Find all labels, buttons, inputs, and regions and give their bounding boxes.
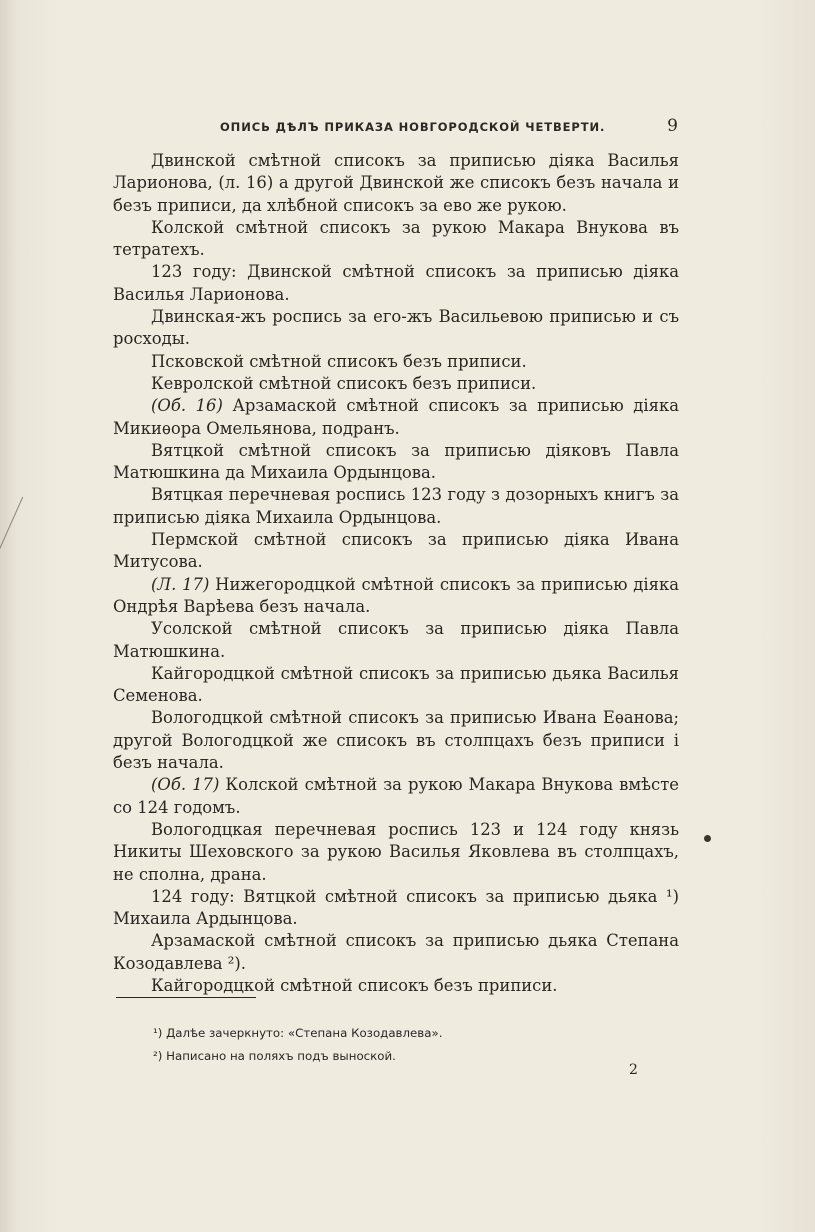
paragraph: (Л. 17) Нижегородцкой смѣтной списокъ за приписью діяка Ондрѣя Варѣева безъ начала.: [113, 574, 679, 616]
folio-reference: (Об. 16): [151, 396, 223, 416]
paragraph: Кевролской смѣтной списокъ безъ приписи.: [151, 373, 537, 393]
folio-reference: (Л. 17): [151, 574, 210, 594]
paragraph: 124 году: Вятцкой смѣтной списокъ за приписью дьяка ¹) Михаила Ардынцова.: [113, 886, 679, 929]
ink-dot: [704, 835, 711, 842]
footnotes: [153, 1022, 653, 1068]
paragraph: Вятцкой смѣтной списокъ за приписью діяковъ Павла Матюшкина да Михаила Ордынцова.: [113, 440, 679, 483]
paragraph: Вятцкая перечневая роспись 123 году з дозорныхъ книгъ за приписью діяка Михаила Ордынцова.: [113, 485, 679, 527]
paragraph: Пермской смѣтной списокъ за приписью діяка Ивана Митусова.: [113, 530, 679, 572]
paragraph: Усолской смѣтной списокъ за приписью діяка Павла Матюшкина.: [113, 619, 679, 661]
paragraph: Колской смѣтной списокъ за рукою Макара Внукова въ тетратехъ.: [113, 217, 679, 260]
paragraph: Кайгородцкой смѣтной списокъ за приписью дьяка Василья Семенова.: [113, 663, 679, 706]
folio-reference: (Об. 17): [151, 775, 220, 795]
paragraph: (Об. 17) Колской смѣтной за рукою Макара Внукова вмѣсте со 124 годомъ.: [113, 775, 679, 817]
footnote-mark: ²): [153, 1049, 163, 1063]
page-header: [200, 116, 690, 138]
paragraph: Арзамаской смѣтной списокъ за приписью дьяка Степана Козодавлева ²).: [113, 931, 679, 973]
paragraph: Кайгородцкой смѣтной списокъ безъ приписи.: [151, 975, 558, 995]
printer-signature: 2: [629, 1062, 638, 1078]
paragraph: (Об. 16) Арзамаской смѣтной списокъ за приписью діяка Микиѳора Омельянова, подранъ.: [113, 396, 679, 438]
paragraph: Вологодцкая перечневая роспись 123 и 124 году князь Никиты Шеховского за рукою Василья Яковлева въ столпцахъ, не сполна, драна.: [113, 819, 679, 884]
page-number: 9: [667, 116, 678, 136]
main-text: [113, 150, 679, 997]
footnote: ¹) Далѣе зачеркнуто: «Степана Козодавлева».: [153, 1026, 443, 1040]
paragraph: Двинская-жъ роспись за его-жъ Васильевою приписью и съ росходы.: [113, 307, 679, 349]
footnote-divider: [116, 997, 256, 998]
footnote: ²) Написано на поляхъ подъ выноской.: [153, 1049, 396, 1063]
paragraph: Псковской смѣтной списокъ безъ приписи.: [151, 351, 527, 371]
paragraph: 123 году: Двинской смѣтной списокъ за приписью діяка Василья Ларионова.: [113, 262, 679, 304]
paragraph: Двинской смѣтной списокъ за приписью діяка Василья Ларионова, (л. 16) а другой Двинской же списокъ безъ начала и безъ приписи, да хлѣбной списокъ за ево же рукою.: [113, 151, 679, 215]
running-title: ОПИСЬ ДѢЛЪ ПРИКАЗА НОВГОРОДСКОЙ ЧЕТВЕРТИ.: [220, 120, 606, 134]
paragraph: Вологодцкой смѣтной списокъ за приписью Ивана Еѳанова; другой Вологодцкой же списокъ въ столпцахъ безъ приписи і безъ начала.: [113, 708, 679, 773]
footnote-mark: ¹): [153, 1026, 163, 1040]
